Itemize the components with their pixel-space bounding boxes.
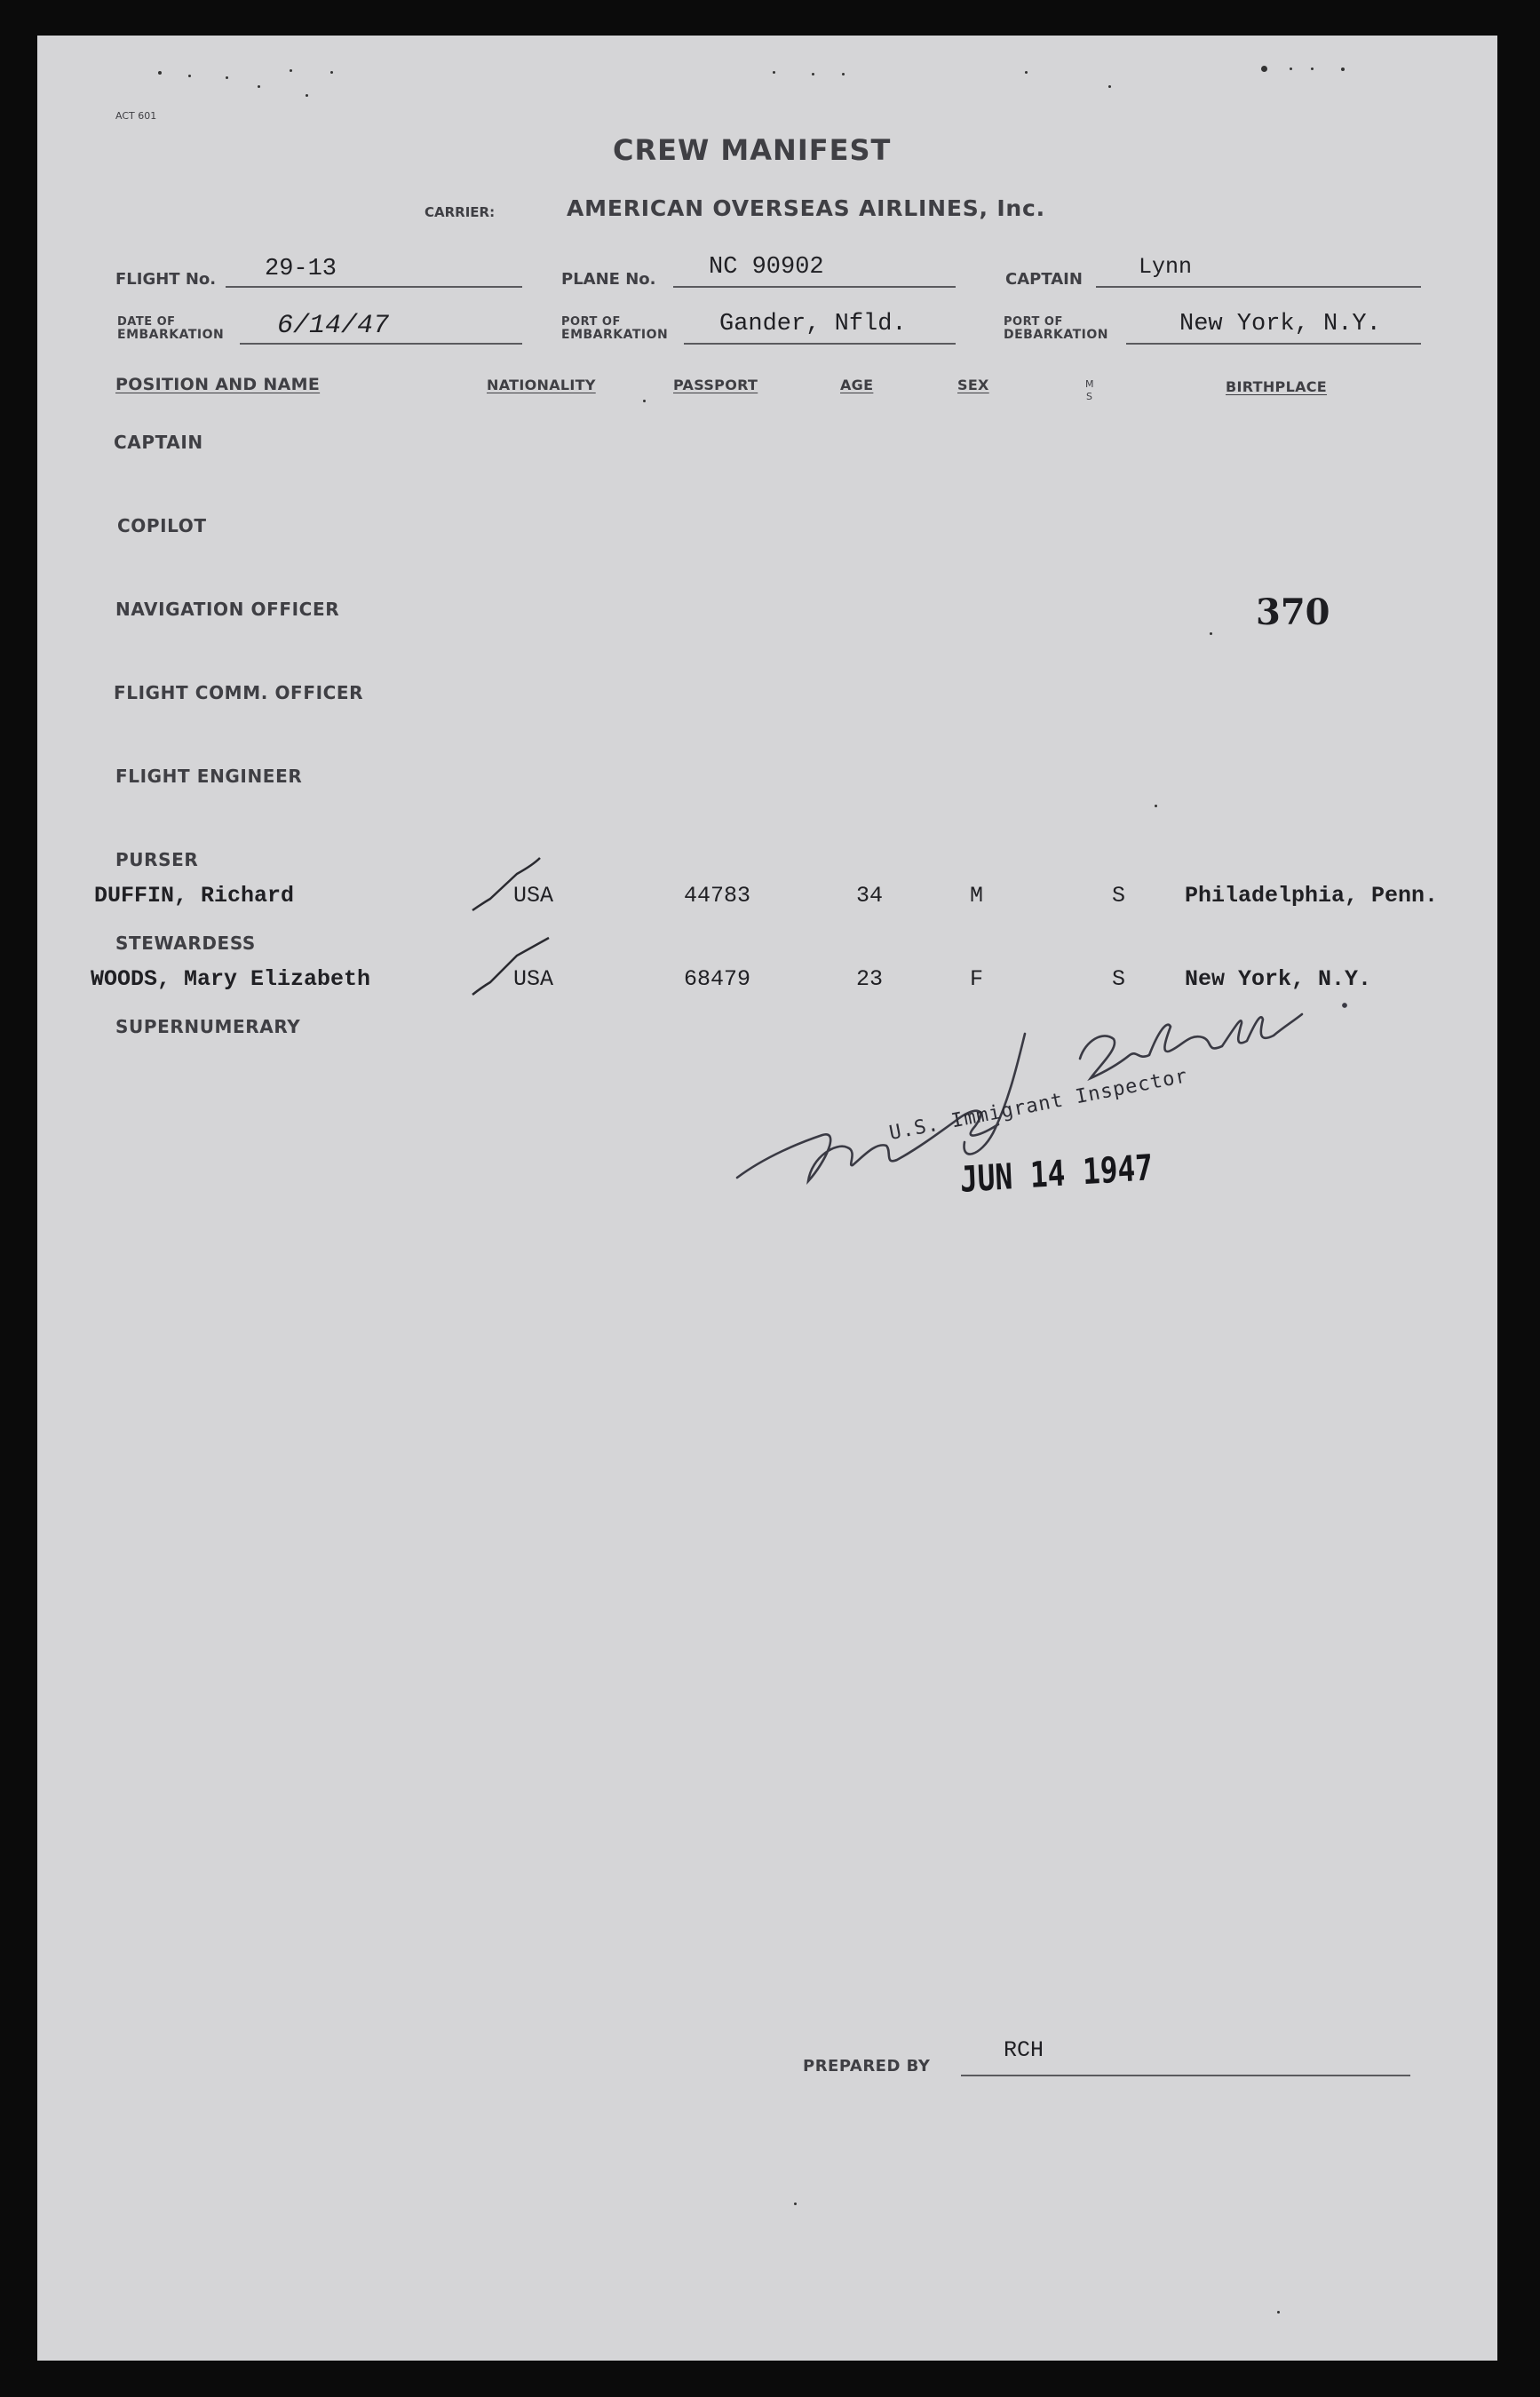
position-stewardess: STEWARDESS <box>115 933 256 954</box>
position-copilot: COPILOT <box>117 515 207 536</box>
position-captain: CAPTAIN <box>114 432 203 453</box>
plane-label: PLANE No. <box>561 270 656 289</box>
embarkation-date: 6/14/47 <box>277 311 390 341</box>
col-passport: PASSPORT <box>673 377 758 393</box>
position-purser: PURSER <box>115 849 199 870</box>
col-birthplace: BIRTHPLACE <box>1226 378 1328 395</box>
crew-marital-status: S <box>1112 966 1126 992</box>
position-supernumerary: SUPERNUMERARY <box>115 1016 301 1037</box>
date-label-line2: EMBARKATION <box>117 328 225 342</box>
carrier-label: CARRIER: <box>425 204 496 220</box>
crew-sex: M <box>970 883 984 909</box>
col-nationality: NATIONALITY <box>487 377 596 393</box>
col-marital-top: M <box>1085 378 1094 390</box>
captain-label: CAPTAIN <box>1005 270 1083 289</box>
crew-name: WOODS, Mary Elizabeth <box>91 966 371 992</box>
position-flight-comm-officer: FLIGHT COMM. OFFICER <box>114 682 364 703</box>
col-age: AGE <box>840 377 874 393</box>
captain-name: Lynn <box>1139 254 1193 280</box>
document-title: CREW MANIFEST <box>613 133 892 167</box>
check-mark-icon <box>472 938 549 995</box>
position-navigation-officer: NAVIGATION OFFICER <box>115 599 340 620</box>
date-label-line1: DATE OF <box>117 315 176 329</box>
crew-birthplace: Philadelphia, Penn. <box>1185 883 1439 909</box>
prepared-by-line <box>961 2075 1410 2076</box>
prepared-by-value: RCH <box>1004 2037 1044 2063</box>
port-emb-label-line1: PORT OF <box>561 315 621 329</box>
inspector-stamp-text: U.S. Immigrant Inspector <box>887 1065 1190 1145</box>
port-of-debarkation: New York, N.Y. <box>1179 311 1381 337</box>
crew-name: DUFFIN, Richard <box>94 883 295 909</box>
col-sex: SEX <box>957 377 989 393</box>
crew-nationality: USA <box>513 883 554 909</box>
port-emb-label-line2: EMBARKATION <box>561 328 669 342</box>
flight-number: 29-13 <box>265 256 337 282</box>
form-number: ACT 601 <box>115 110 157 122</box>
port-deb-label-line2: DEBARKATION <box>1004 328 1108 342</box>
plane-number: NC 90902 <box>709 254 824 281</box>
crew-passport: 68479 <box>684 966 751 992</box>
crew-birthplace: New York, N.Y. <box>1185 966 1372 992</box>
annotation-layer <box>37 36 1497 2361</box>
position-flight-engineer: FLIGHT ENGINEER <box>115 766 303 787</box>
col-position-name: POSITION AND NAME <box>115 375 321 394</box>
stamp-date: JUN 14 1947 <box>959 1147 1154 1201</box>
crew-sex: F <box>970 966 984 992</box>
flight-label: FLIGHT No. <box>115 270 217 289</box>
prepared-by-label: PREPARED BY <box>803 2057 931 2076</box>
crew-age: 23 <box>856 966 884 992</box>
check-mark-icon <box>472 858 540 910</box>
port-deb-label-line1: PORT OF <box>1004 315 1063 329</box>
page-number: 370 <box>1256 591 1330 633</box>
carrier-name: AMERICAN OVERSEAS AIRLINES, Inc. <box>567 195 1045 221</box>
crew-nationality: USA <box>513 966 554 992</box>
crew-age: 34 <box>856 883 884 909</box>
manifest-sheet <box>37 36 1497 2361</box>
port-of-embarkation: Gander, Nfld. <box>719 311 907 337</box>
crew-marital-status: S <box>1112 883 1126 909</box>
crew-passport: 44783 <box>684 883 751 909</box>
col-marital-bottom: S <box>1086 391 1092 402</box>
